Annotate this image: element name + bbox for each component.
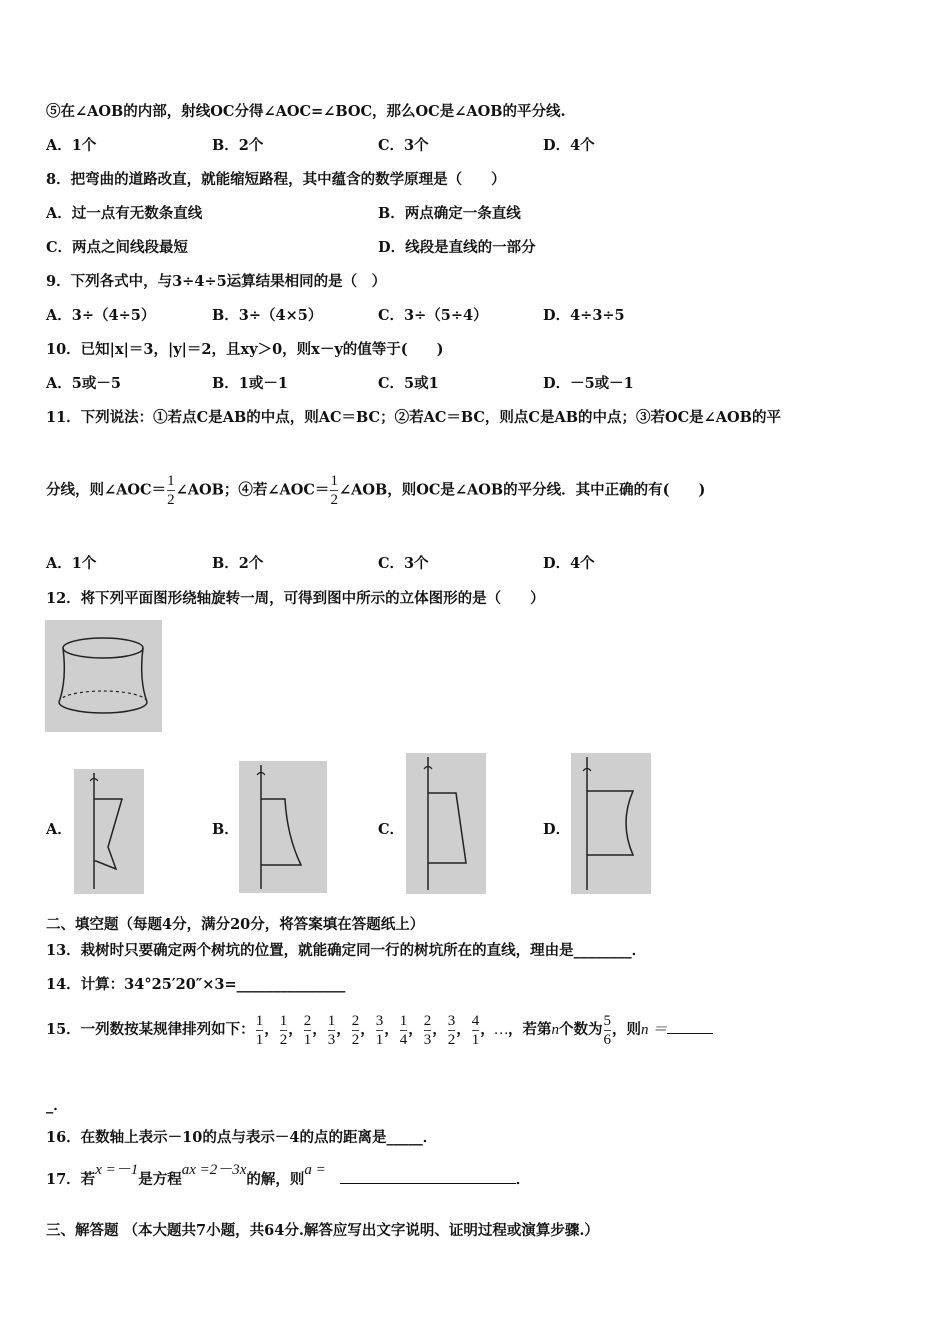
q9-option-d: D．4÷3÷5	[543, 307, 625, 324]
q11-option-a: A．1个	[46, 555, 97, 572]
q8-option-a: A．过一点有无数条直线	[46, 205, 203, 222]
q12-option-a-label: A．	[46, 821, 72, 838]
q17-eq1: x =－1	[95, 1162, 139, 1178]
q7-option-d: D．4个	[543, 137, 595, 154]
q15-sequence-fraction: $\frac{2}{3}$	[423, 1012, 432, 1048]
q15-sequence-fraction: $\frac{1}{4}$	[399, 1012, 408, 1048]
q15-separator: ，	[288, 1021, 303, 1038]
section-2-heading: 二、填空题（每题4分，满分20分，将答案填在答题纸上）	[46, 916, 425, 933]
q11-part-c: ∠AOB，则OC是∠AOB的平分线．其中正确的有( )	[338, 481, 706, 499]
q15-suffix: ，则	[612, 1021, 642, 1038]
q12-option-b-label: B．	[212, 821, 239, 838]
q15-sequence-fraction: $\frac{3}{2}$	[447, 1012, 456, 1048]
q12-option-c-label: C．	[378, 821, 405, 838]
q13: 13．栽树时只要确定两个树坑的位置，就能确定同一行的树坑所在的直线，理由是________．	[46, 942, 647, 959]
q15-line	[46, 1010, 713, 1050]
q15-tail: _．	[46, 1097, 68, 1114]
q15-separator: ，	[336, 1021, 351, 1038]
q15-mid: ，若第	[508, 1021, 552, 1038]
q11-option-c: C．3个	[378, 555, 429, 572]
q7-option-b: B．2个	[212, 137, 264, 154]
q12-option-d-label: D．	[543, 821, 571, 838]
q10-option-c: C．5或1	[378, 375, 439, 392]
q12-option-a-figure	[74, 769, 144, 894]
q8-option-c: C．两点之间线段最短	[46, 239, 189, 256]
q15-sequence-fraction: $\frac{4}{1}$	[471, 1012, 480, 1048]
q15-prefix: 15．一列数按某规律排列如下：	[46, 1021, 255, 1038]
q10-stem: 10．已知|x|＝3，|y|＝2，且xy＞0，则x－y的值等于( )	[46, 341, 444, 358]
q15-separator: ，	[456, 1021, 471, 1038]
q15-sequence-fraction: $\frac{1}{2}$	[279, 1012, 288, 1048]
q12-option-d-figure	[571, 753, 651, 894]
q15-separator: ，	[432, 1021, 447, 1038]
q8-option-d: D．线段是直线的一部分	[378, 239, 536, 256]
q12-option-c-figure	[406, 753, 486, 894]
q15-n-equals: n ＝	[641, 1022, 668, 1038]
q11-part-a: 分线，则∠AOC＝	[46, 481, 167, 499]
q15-target-fraction: $\frac{5}{6}$	[603, 1012, 612, 1048]
q15-separator: ，	[360, 1021, 375, 1038]
q11-stem-line1: 11．下列说法：①若点C是AB的中点，则AC＝BC；②若AC＝BC，则点C是AB的中点；③若OC是∠AOB的平	[46, 409, 781, 426]
q15-separator: ，	[312, 1021, 327, 1038]
q12-option-b-figure	[239, 761, 327, 893]
q11-option-d: D．4个	[543, 555, 595, 572]
q10-option-a: A．5或－5	[46, 375, 121, 392]
q16: 16．在数轴上表示－10的点与表示－4的点的距离是_____．	[46, 1129, 438, 1146]
q10-option-d: D．－5或－1	[543, 375, 634, 392]
q15-separator: ，	[264, 1021, 279, 1038]
q17-prefix: 17．若	[46, 1171, 96, 1188]
q11-part-b: ∠AOB；④若∠AOC＝	[175, 481, 330, 499]
q17-tail: ．	[515, 1171, 531, 1188]
q11-stem-line2	[46, 472, 705, 509]
q7-statement-5: ⑤在∠AOB的内部，射线OC分得∠AOC=∠BOC，那么OC是∠AOB的平分线.	[46, 103, 566, 120]
q15-n: n	[551, 1022, 560, 1038]
q8-stem: 8．把弯曲的道路改直，就能缩短路程，其中蕴含的数学原理是（ ）	[46, 171, 506, 188]
q15-sequence-fraction: $\frac{1}{1}$	[255, 1012, 264, 1048]
section-3-heading: 三、解答题 （本大题共7小题，共64分.解答应写出文字说明、证明过程或演算步骤.）	[46, 1222, 599, 1239]
q14: 14．计算：34°25′20″×3=_______________	[46, 976, 346, 993]
q9-option-b: B．3÷（4×5）	[212, 307, 323, 324]
q17-eq2: ax =2－3x	[181, 1162, 247, 1178]
q11-fraction-half-2: $\frac{1}{2}$	[330, 473, 338, 508]
q12-stem: 12．将下列平面图形绕轴旋转一周，可得到图中所示的立体图形的是（ ）	[46, 590, 545, 607]
q10-option-b: B．1或－1	[212, 375, 288, 392]
frustum-solid-figure	[45, 620, 162, 732]
q17-mid: 是方程	[138, 1171, 182, 1188]
q11-fraction-half-1: $\frac{1}{2}$	[167, 473, 175, 508]
q9-option-a: A．3÷（4÷5）	[46, 307, 156, 324]
q17-line	[46, 1162, 530, 1198]
q15-sequence-fraction: $\frac{2}{2}$	[351, 1012, 360, 1048]
q7-option-c: C．3个	[378, 137, 429, 154]
q8-option-b: B．两点确定一条直线	[378, 205, 521, 222]
q15-separator: ，	[408, 1021, 423, 1038]
q15-sequence-fraction: $\frac{2}{1}$	[303, 1012, 312, 1048]
q11-option-b: B．2个	[212, 555, 264, 572]
q15-separator: ，	[480, 1021, 495, 1038]
q17-mid2: 的解，则	[246, 1171, 305, 1188]
q15-sequence-fraction: $\frac{3}{1}$	[375, 1012, 384, 1048]
q15-sequence-fraction: $\frac{1}{3}$	[327, 1012, 336, 1048]
q9-stem: 9．下列各式中，与3÷4÷5运算结果相同的是（ ）	[46, 273, 387, 290]
q15-answer-blank	[667, 1033, 713, 1034]
q17-answer-blank	[340, 1183, 516, 1184]
q15-separator: ，	[384, 1021, 399, 1038]
q7-option-a: A．1个	[46, 137, 97, 154]
q15-mid2: 个数为	[559, 1021, 603, 1038]
q15-ellipsis: …	[494, 1022, 509, 1038]
q17-eq3: a =	[304, 1162, 326, 1178]
q9-option-c: C．3÷（5÷4）	[378, 307, 488, 324]
q15-sequence	[255, 1012, 495, 1048]
